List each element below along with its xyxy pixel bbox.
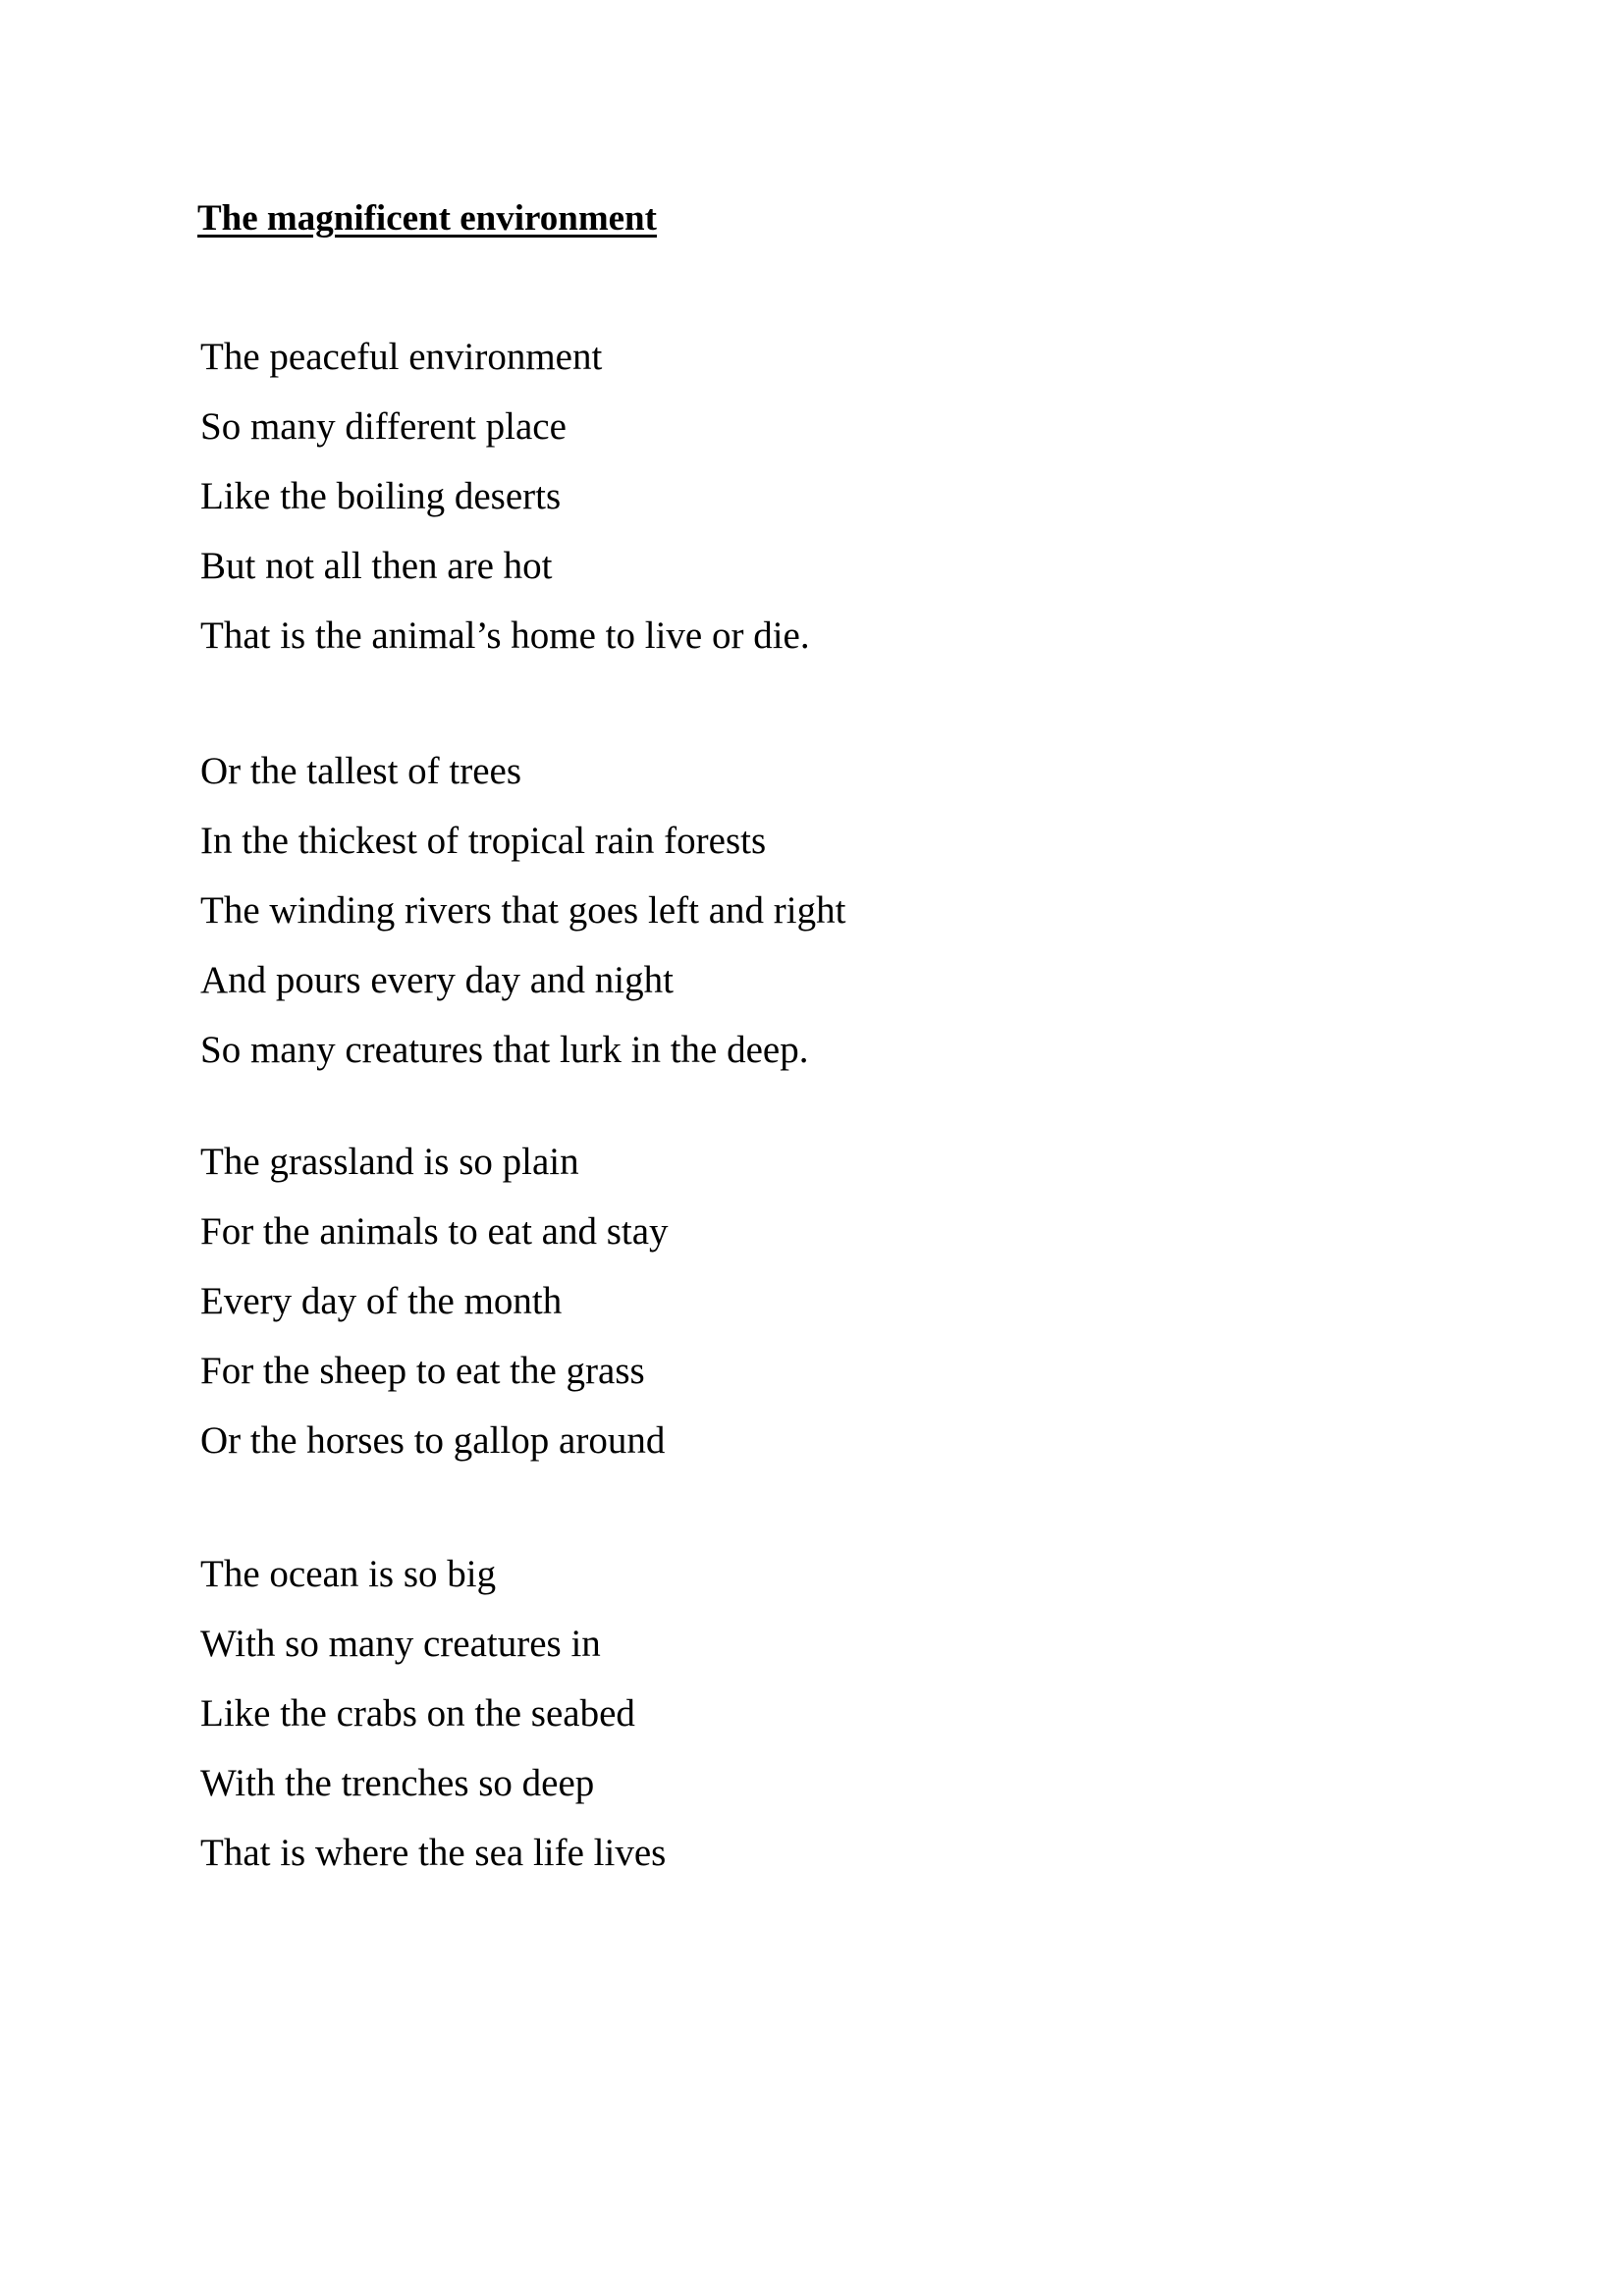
poem-title: The magnificent environment: [197, 198, 657, 239]
poem-line: The peaceful environment: [200, 336, 603, 378]
poem-stanza-3: [200, 1127, 1565, 1475]
poem-line: For the animals to eat and stay: [200, 1210, 669, 1253]
poem-line: With so many creatures in: [200, 1623, 601, 1665]
poem-line: And pours every day and night: [200, 959, 674, 1001]
poem-stanza-1: [200, 322, 1565, 670]
poem-line: Every day of the month: [200, 1280, 563, 1322]
poem-line: The winding rivers that goes left and right: [200, 889, 846, 932]
poem-line: In the thickest of tropical rain forests: [200, 820, 767, 862]
poem-line: Or the horses to gallop around: [200, 1419, 666, 1462]
poem-line: For the sheep to eat the grass: [200, 1350, 645, 1392]
poem-line: Like the crabs on the seabed: [200, 1692, 635, 1735]
poem-stanza-2: [200, 736, 1565, 1085]
poem-line: The grassland is so plain: [200, 1141, 579, 1183]
poem-line: So many different place: [200, 405, 567, 448]
poem-line: So many creatures that lurk in the deep.: [200, 1029, 809, 1071]
poem-line: That is the animal’s home to live or die.: [200, 614, 810, 657]
poem-line: The ocean is so big: [200, 1553, 497, 1595]
poem-stanza-4: [200, 1539, 1565, 1888]
poem-line: That is where the sea life lives: [200, 1832, 667, 1874]
poem-line: But not all then are hot: [200, 545, 553, 587]
poem-line: With the trenches so deep: [200, 1762, 595, 1804]
poem-line: Or the tallest of trees: [200, 750, 522, 792]
poem-line: Like the boiling deserts: [200, 475, 562, 517]
